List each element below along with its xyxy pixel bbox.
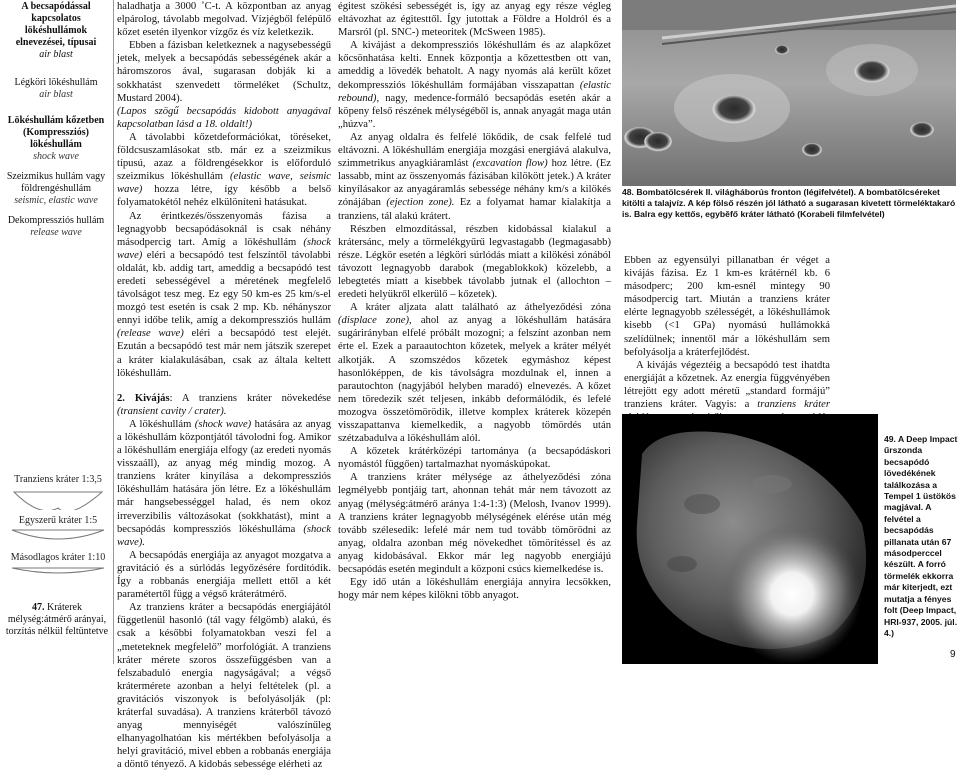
term-air-blast: [0, 77, 112, 101]
secondary-crater-diagram: [10, 566, 106, 576]
sidebar-glossary: [0, 0, 112, 664]
paragraph: A kivájást a dekompressziós lökéshullám és az alapkőzet kőcsönhatása kelti. Ennek központja a kőzettestben ott van, ameddig a lövedék behatolt. A nagy nyomás alá került kőzet dekompressziós lökéshullám formájában visszapattan (elastic rebound), nagy, medence-formáló becsapódás esetén akár a köpeny felső részének mélységéből is, annak anyagát maga után „húzva”.: [338, 40, 611, 130]
crater-label-secondary: Másodlagos kráter 1:10: [10, 552, 106, 563]
paragraph-note: [117, 105, 331, 131]
crater-label-simple: Egyszerű kráter 1:5: [18, 515, 98, 526]
term-seismic-wave: [0, 171, 112, 207]
crater-label-transient: Tranziens kráter 1:3,5: [14, 474, 102, 485]
figure-47-text: Kráterek mélység:átmérő arányai, torzítás nélkül feltüntetve: [5, 602, 109, 637]
figure-48-text: Bombatölcsérek II. világháborús fronton (légifelvétel). A bombatölcséreket kitölti a talajvíz. A kép fölső részén jól látható a sugarasan kivetett törmeléktakaró is. Balra egy kettős, egyběfő kráter látható (Korabeli filmfelvétel): [622, 187, 956, 219]
paragraph: Az tranziens kráter a becsapódás energiájától függetlenül hasonló (tál vagy félgömb) alakú, és csak a későbbi folyamatokban veszi fel a „meteteknek megfelelő” morfológiát. A tranziens kráter mérete szoros összefüggésben van a felszabaduló energia nagyságával; a végső krátermérete azonban a helyi feltételek (pl. a gravitációs viszonyok is befolyásolják (pl: kráterfal suvadása). A tranziens kráterből távozó anyag mennyiségét valószínűleg elhanyagolhatóan kis mértékben befolyásolja a helyi gravitáció, mivel ebben a robbanás energiája a döntő tényező. A kidobás sebessége elérheti az: [117, 602, 331, 771]
paragraph: A kráter aljzata alatt található az áthelyeződési zóna (displace zone), ahol az anyag a lökéshullám hatására sugárirányban elfelé próbált mozogni; a felszínt azonban nem érte el. Ezek a paraautochton kőzetek, melyek a kráter mélyét alkotják. A szomszédos kőzetek egymáshoz képest hasonlóképpen, de kis távolságra mozdulnak el, innen a parautochton (nagyjából helyben maradó) elnevezés. A kőzet nem töredezik szét teljesen, inkább deformálódik, és lefelé mozogva összetömörödik, illetve komplex kráterek közepén visszapattanva kiemelkedik, a nagyobb tömördés után szétzabadulva a lökéshullám alól.: [338, 302, 612, 445]
term-label: Lökéshullám kőzetben (Kompressziós) lökéshullám: [7, 115, 105, 150]
column-divider: [113, 0, 114, 664]
term-english: shock wave: [33, 151, 79, 162]
term-english: air blast: [39, 89, 73, 100]
paragraph: Az anyag oldalra és felfelé lökődik, de csak felfelé tud eltávozni. A lökéshullám energiája mozgási energiává alakulva, szimmetrikus anyagkiáramlást (excavation flow) hoz létre. (Ez lassabb, mint az összenyomás fázisában kilökött jetek.) A kráter kinyílásakor az anyagáramlás sebessége néhány km/s a kilökés zónájában (ejection zone). Ez a folyamat hamar kialakítja a tranziens, tál alakú krátert.: [338, 131, 612, 222]
figure-48-number: 48.: [622, 187, 634, 197]
term-label: Légköri lökéshullám: [14, 77, 98, 88]
paragraph: égitest szökési sebességét is, így az anyag egy része végleg eltávozhat az égitesttől. Így jutottak a Földre a Holdról és a Marsról (pl. SNC-) meteoritek (McSween 1985).: [338, 1, 611, 39]
term-release-wave: [0, 215, 112, 239]
paragraph: Az érintkezés/összenyomás fázisa a legnagyobb becsapódásoknál is csak néhány másodpercig tart. Amíg a lökéshullám (shock wave) eléri a becsapódó test felszíntől távolabbi oldalát, kb. addig tart, ameddig a becsapódó test eredeti sebességével a méretének megfelelő távolságot tesz meg. Ez egy 50 km-es 25 km/s-el mozgó test esetén is csak 2 mp. Kb. néhányszor ennyi időbe telik, amíg a dekompressziós hullám (release wave) eléri a becsapódó test elejét. Ezután a becsapódó test már nem játszik szerepet a kráter kialakulásában, csak az általa keltett lökéshullám.: [117, 210, 331, 379]
term-english: release wave: [30, 227, 82, 238]
paragraph: haladhatja a 3000 ˚C-t. A központban az anyag elpárolog, távolabb megolvad. Vízjégből felépülő kőzet esetén ilyenkor vízgőz és víz keletkezik.: [117, 1, 331, 39]
page-number: 9: [950, 649, 956, 660]
paragraph: A lökéshullám (shock wave) hatására az anyag a lökéshullám központjától távolodni fog. Amikor a lökéshullám energiája elfogy (az eredeti nyomás visszaáll), az anyag még mindig mozog. A tranziens kráter kinyílása a dekompressziós lökéshullám hatására jön létre. Ez a lökéshullám már hangsebességgel halad, és nem okoz irreverzibilis változásokat (sokkhatást), mint a becsapódás kompressziós lökéshulláma (shock wave).: [117, 418, 332, 548]
paragraph: Egy idő után a lökéshullám energiája annyira lecsökken, hogy már nem képes kilökni több anyagot.: [338, 577, 611, 602]
paragraph: A becsapódás energiája az anyagot mozgatva a gravitáció és a súrlódás legyőzésére fordítódik. Így a robbanás energiája mellett ettől a két paramétertől függ a végső kráterátmérő.: [117, 549, 331, 601]
term-shock-wave: [0, 115, 112, 163]
section-heading-excavation: 2. Kivájás: A tranziens kráter növekedése (transient cavity / crater).: [117, 392, 331, 417]
transient-crater-diagram: [10, 490, 106, 510]
paragraph: A tranziens kráter mélysége az áthelyeződési zóna legmélyebb pontjáig tart, ahonnan tehát már nem távozott az anyag (mélység:átmérő aránya 1:4-1:3) (Melosh, Ivanov 1999). A tranziens kráter legnagyobb mélységének elérése után még tovább szélesedik: lefelé már nem tud tovább tömörödni az anyag, oldalra azonban még növekedhet tömörítéssel és az anyag kidobásával. Ekkor már leg nagyobb energiájú becsapódás esetén megindult a közponi csúcs kiemelkedése is.: [338, 472, 611, 576]
paragraph: A távolabbi kőzetdeformációkat, töréseket, földcsuszamlásokat stb. már ez a szeizmikus típusú, azaz a földrengésekkor is előforduló szeizmikus lökéshullám (elastic wave, seismic wave) hozza létre, így később a belső folyamatokétól nehéz elkülöníteni hatásukat.: [117, 131, 331, 209]
sidebar-title: A becsapódással kapcsolatos lökéshullámok elnevezései, típusai: [15, 1, 97, 48]
term-label: Szeizmikus hullám vagy földrengéshullám: [6, 171, 106, 194]
term-label: Dekompressziós hullám: [7, 215, 105, 226]
term-english: seismic, elastic wave: [14, 195, 98, 206]
figure-49-number: 49.: [884, 434, 896, 444]
paragraph: A kőzetek krátérközépi tartománya (a becsapódáskori nyomástól függően) tartalmazhat nyomáskúpokat.: [338, 446, 611, 471]
sidebar-subtitle: air blast: [39, 49, 73, 60]
paragraph: Részben elmozdítással, részben kidobással kialakul a krátersánc, mely a törmelékgyűrű legvastagabb (legmagasabb) része. Légkör esetén a légköri súrlódás miatt a kilökési zónából távozott legnagyobb darabok (megablokkok) közelebb, a lebegtetés miatt a kisebbek távolabb jutnak el (allochton – eredeti helyükről elkerülő – kőzetek).: [338, 223, 611, 301]
figure-49-text: A Deep Impact űrszonda becsapódó lövedékének találkozása a Tempel 1 üstökös magjával. A felvétel a becsapódás pillanata után 67 másodperccel készült. A forró törmelék ekkorra már kiterjedt, ezt mutatja a fényes folt (Deep Impact, HRI-937, 2005. júl. 4.): [884, 434, 958, 638]
sidebar-header: [0, 1, 112, 61]
figure-47-caption: [3, 602, 111, 638]
simple-crater-diagram: [10, 528, 106, 542]
figure-48-bomb-craters-photo: [622, 0, 956, 186]
paragraph: Ebben a fázisban keletkeznek a nagysebességű jetek, melyek a becsapódás sebességének akár a háromszoros ával, sugarasan dobják ki a sokkhatást szenvedett törmeléket (Schultz, Mustard 2004).: [117, 40, 331, 104]
figure-49-caption: [884, 434, 958, 639]
text-column-1: [117, 0, 331, 771]
figure-47-number: 47.: [32, 602, 45, 613]
figure-48-caption: [622, 187, 956, 220]
paragraph: Ebben az egyensúlyi pillanatban ér véget a kivájás fázisa. Ez 1 km-es krátérnél kb. 6 másodperc; 200 km-esnél mintegy 90 másodpercig tart. Miután a tranziens kráter elérte legnagyobb szélességét, a lökéshullámok kisebb (<1 GPa) nyomású hullámokká szelídülnek; innentől már a lökéshullám sem befolyásolja a kráterfejlődést.: [624, 255, 830, 358]
paragraph: A kivájás végeztéig a becsapódó test ihatdta energiáját a kőzetnek. Az energia függvényében létrejött egy adott méretű „standard formájú” tranziens kráter. Vagyis: a tranziens kráter: [624, 359, 830, 411]
note-text: (Lapos szögű becsapódás kidobott anyagával kapcsolatban lásd a 18. oldalt!): [117, 105, 331, 130]
text-column-2: [338, 0, 611, 602]
figure-49-deep-impact-photo: [622, 414, 878, 664]
